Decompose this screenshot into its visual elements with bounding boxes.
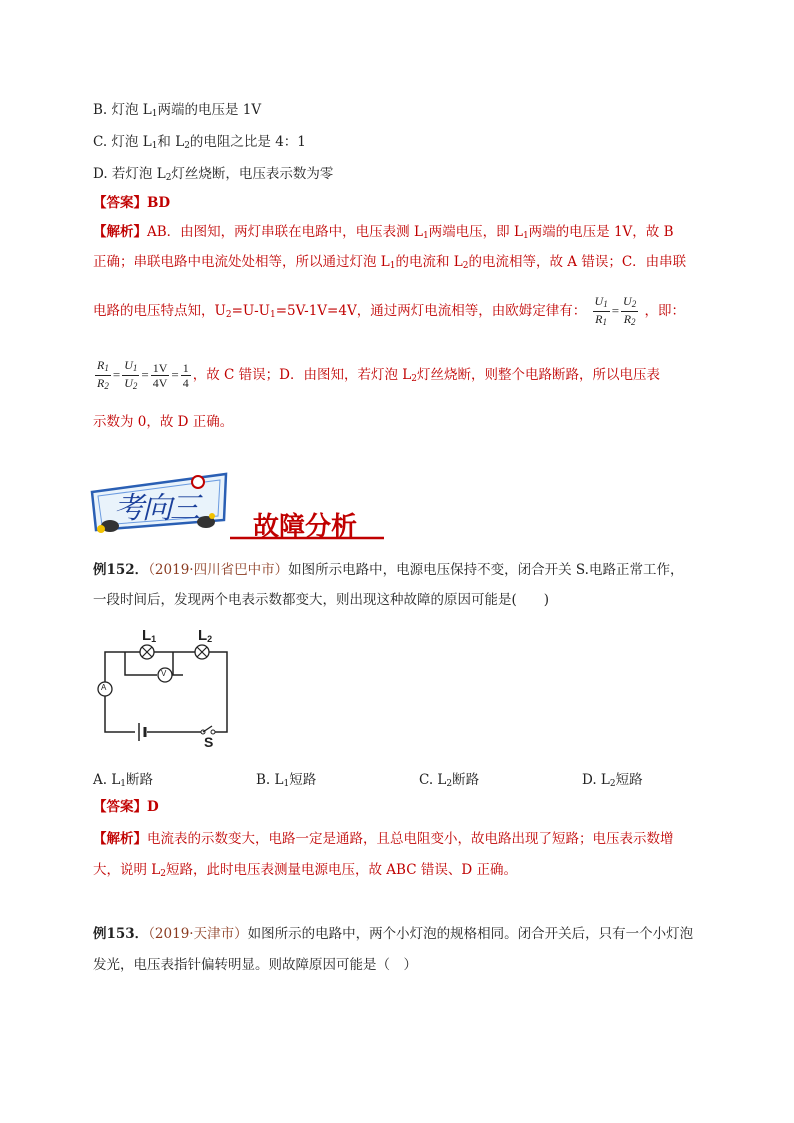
lamp-l2	[195, 645, 209, 659]
example152-option-c: C. $L_2$断路	[419, 772, 480, 789]
switch-s	[201, 726, 215, 734]
explain-prev-line2: 正确；串联电路中电流处处相等，所以通过灯泡 $L_1$的电流和 $L_2$的电流相等，故 A 错误；C．由串联	[93, 254, 687, 271]
circuit-wires	[95, 627, 235, 753]
label-v: V	[161, 669, 167, 678]
explain-prev-line5: 示数为 0，故 D 正确。	[93, 414, 234, 430]
battery	[139, 723, 145, 741]
option-c: C. 灯泡 $L_1$和 $L_2$的电阻之比是 4：1	[93, 134, 306, 151]
explain-prev-line1: 【解析】AB．由图知，两灯串联在电路中，电压表测 $L_1$两端电压，即 $L_1$两端的电压是 1V，故 B	[93, 224, 674, 241]
example152-option-b: B. $L_1$短路	[256, 772, 317, 789]
ratio-equation: $\frac{R_1}{R_2}$ = $\frac{U_1}{U_2}$ = $\frac{1V}{4V}$ = $\frac{1}{4}$	[97, 358, 189, 391]
section-title: 故障分析	[253, 512, 358, 542]
section-header	[88, 470, 398, 540]
label-a: A	[101, 683, 107, 692]
example152-explain-line1: 【解析】电流表的示数变大，电路一定是通路，且总电阻变小，故电路出现了短路；电压表示数增	[93, 831, 674, 847]
example152-line2: 一段时间后，发现两个电表示数都变大，则出现这种故障的原因可能是( )	[93, 592, 550, 608]
option-d: D. 若灯泡 $L_2$灯丝烧断，电压表示数为零	[93, 166, 334, 183]
lamp-l1	[140, 645, 154, 659]
example152-option-a: A. $L_1$断路	[93, 772, 154, 789]
label-l2: $L_2$	[198, 627, 213, 644]
label-s: S	[204, 734, 214, 750]
fraction-u2-r2: $\frac{U_2}{R_2}$	[623, 294, 637, 327]
example152-line1: 例152．（2019·四川省巴中市）如图所示电路中，电源电压保持不变，闭合开关 S.电路正常工作，	[93, 562, 684, 578]
explain-prev-line3: 电路的电压特点知，$U_2=U-U_1=5V-1V=4V$，通过两灯电流相等，由欧姆定律有： $\frac{U_1}{R_1}$ = $\frac{U_2}{R_2}$ ，即：	[93, 294, 685, 327]
label-l1: $L_1$	[142, 627, 157, 644]
example152-option-d: D. $L_2$短路	[582, 772, 643, 789]
circuit-diagram	[95, 627, 235, 753]
option-b: B. 灯泡 $L_1$两端的电压是 1V	[93, 102, 262, 119]
explain-prev-line4: $\frac{R_1}{R_2}$ = $\frac{U_1}{U_2}$ = $\frac{1V}{4V}$ = $\frac{1}{4}$ ，故 C 错误；D．由图知，若灯泡 $L_2$灯丝烧断，则整个电路断路，所以电压表	[93, 358, 660, 393]
fraction-u1-r1: $\frac{U_1}{R_1}$	[594, 294, 608, 327]
answer-prev: 【答案】BD	[93, 195, 171, 211]
example152-explain-line2: 大，说明 $L_2$短路，此时电压表测量电源电压，故 ABC 错误、D 正确。	[93, 862, 517, 879]
example153-line1: 例153．（2019·天津市）如图所示的电路中，两个小灯泡的规格相同。闭合开关后，只有一个小灯泡	[93, 926, 694, 942]
example153-line2: 发光，电压表指针偏转明显。则故障原因可能是（ ）	[93, 957, 417, 973]
section-badge-text: 考向三	[114, 491, 198, 526]
example152-answer: 【答案】D	[93, 799, 159, 815]
